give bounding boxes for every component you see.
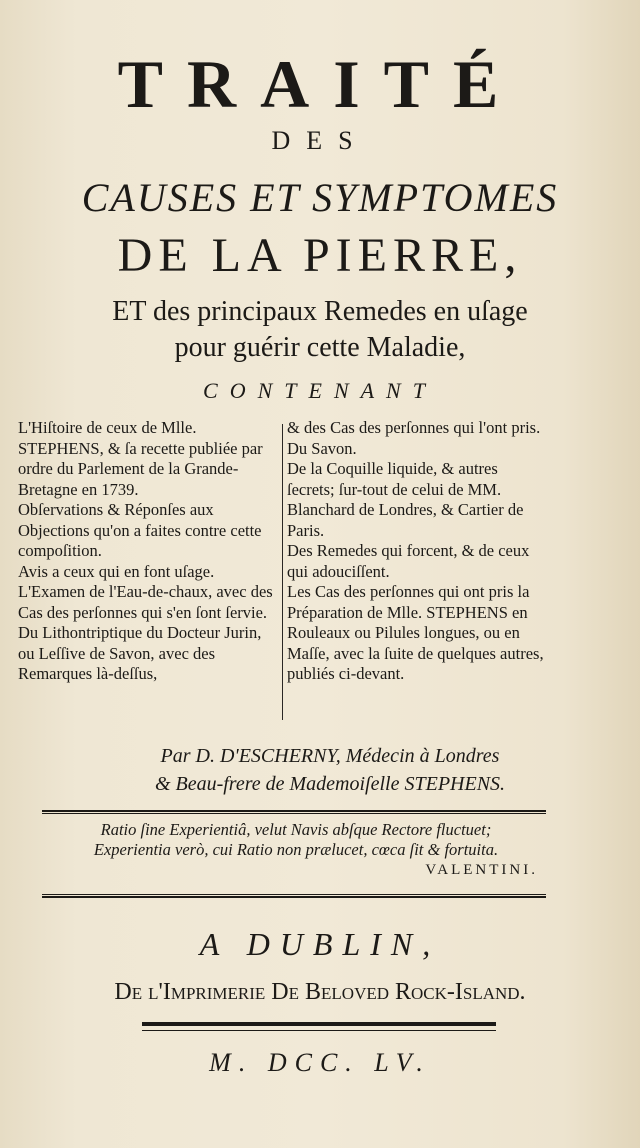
subtitle-des: DES (271, 126, 369, 155)
author-block (60, 742, 600, 798)
rule-bottom (42, 896, 546, 898)
epigraph-source: VALENTINI. (425, 862, 538, 878)
rule-top (42, 810, 546, 812)
column-divider (282, 424, 283, 720)
contents-entry: Des Remedes qui forcent, & de ceux qui adouciſſent. (287, 541, 530, 581)
contents-entry: Obſervations & Réponſes aux Objections qu'on a faites contre cette compoſition. (18, 500, 262, 560)
contents-entry: L'Examen de l'Eau-de-chaux, avec des Cas des perſonnes qui s'en ſont ſervie. (18, 582, 273, 622)
contents-entry: Avis a ceux qui en font uſage. (18, 561, 215, 581)
imprint-place: A DUBLIN, (199, 926, 441, 962)
contents-entry: L'Hiſtoire de ceux de Mlle. STEPHENS, & ſa recette publiée par ordre du Parlement de la Grande-Bretagne en 1739. (18, 418, 263, 499)
rule-top-thin (42, 813, 546, 814)
imprint-printer: De l'Imprimerie De Beloved Rock-Island. (114, 979, 526, 1005)
subtitle-pierre: DE LA PIERRE, (117, 229, 523, 282)
contents-entry: De la Coquille liquide, & autres ſecrets; ſur-tout de celui de MM. Blanchard de Londres, & Cartier de Paris. (287, 459, 524, 540)
subtitle-remedes-line-2: pour guérir cette Maladie, (174, 332, 466, 363)
epigraph-line-2: Experientia verò, cui Ratio non prælucet, cœca ſit & fortuita. (93, 840, 499, 859)
epigraph (46, 820, 546, 880)
epigraph-line-1: Ratio ſine Experientiâ, velut Navis abſque Rectore fluctuet; (100, 820, 492, 839)
subtitle-causes: CAUSES ET SYMPTOMES (81, 175, 559, 220)
rule-bottom-thin (42, 894, 546, 895)
contents-right-column (287, 418, 545, 685)
contents-entry: Les Cas des perſonnes qui ont pris la Préparation de Mlle. STEPHENS en Rouleaux ou Pilules longues, ou en Maſſe, avec la ſuite de quelques autres, publiés ci-devant. (287, 582, 544, 683)
contents-entry: Du Savon. (287, 438, 357, 458)
contents-entry: Du Lithontriptique du Docteur Jurin, ou Leſſive de Savon, avec des Remarques là-deſſus, (18, 623, 262, 683)
ornamental-rule-thin (142, 1030, 496, 1031)
author-line-1: Par D. D'ESCHERNY, Médecin à Londres (160, 745, 500, 767)
author-line-2: & Beau-frere de Mademoiſelle STEPHENS. (154, 773, 506, 795)
main-title: TRAITÉ (117, 46, 523, 122)
ornamental-rule-thick (142, 1022, 496, 1026)
contents-entry: & des Cas des perſonnes qui l'ont pris. (287, 418, 541, 437)
imprint-date: M. DCC. LV. (209, 1048, 431, 1077)
subtitle-remedes-line-1: ET des principaux Remedes en uſage (112, 296, 528, 327)
contents-left-column (18, 418, 280, 685)
contenant-heading: CONTENANT (203, 378, 437, 403)
subtitle-remedes (20, 294, 620, 366)
